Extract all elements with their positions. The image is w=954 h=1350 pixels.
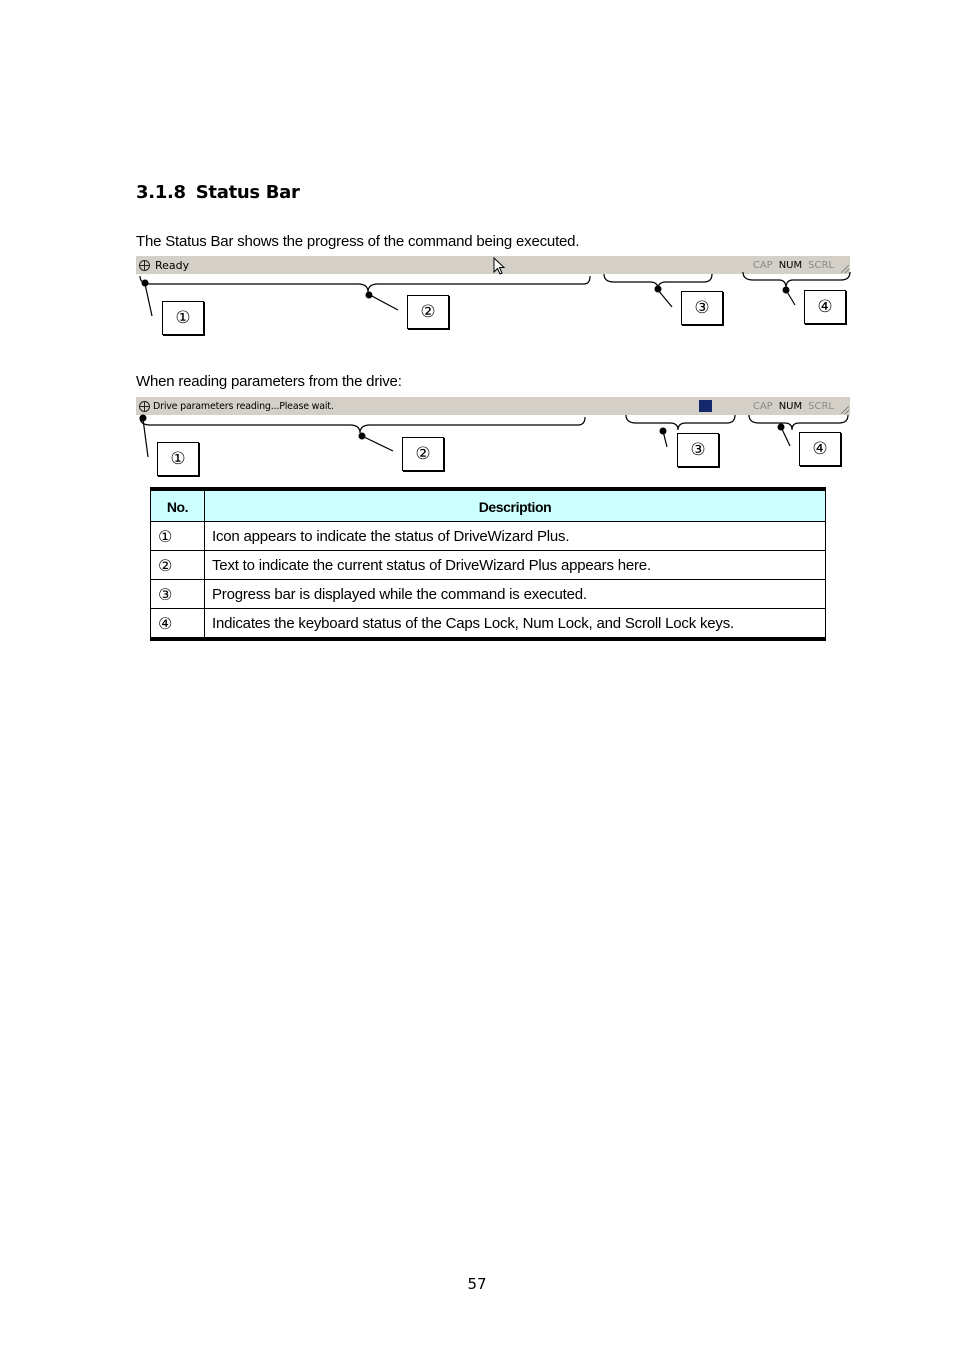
- row-no: ④: [151, 609, 205, 640]
- table-header-row: [151, 489, 826, 522]
- row-description: Text to indicate the current status of DriveWizard Plus appears here.: [205, 551, 826, 580]
- row-description: Progress bar is displayed while the command is executed.: [205, 580, 826, 609]
- callout-4: ④: [804, 290, 846, 324]
- callout-1: ①: [162, 301, 204, 335]
- num-indicator: NUM: [778, 401, 803, 412]
- num-indicator: NUM: [778, 260, 803, 271]
- callout-2: ②: [402, 437, 444, 471]
- table-row: [151, 522, 826, 551]
- callout-3: ③: [677, 433, 719, 467]
- callout-1: ①: [157, 442, 199, 476]
- scrl-indicator: SCRL: [808, 260, 834, 271]
- cap-indicator: CAP: [752, 401, 773, 412]
- row-no: ②: [151, 551, 205, 580]
- callout-2: ②: [407, 295, 449, 329]
- table-row: [151, 580, 826, 609]
- row-description: Icon appears to indicate the status of DriveWizard Plus.: [205, 522, 826, 551]
- row-no: ①: [151, 522, 205, 551]
- reading-label: When reading parameters from the drive:: [136, 373, 402, 390]
- table-row: [151, 609, 826, 640]
- row-description: Indicates the keyboard status of the Caps Lock, Num Lock, and Scroll Lock keys.: [205, 609, 826, 640]
- intro-text: The Status Bar shows the progress of the command being executed.: [136, 233, 580, 250]
- status-text: Drive parameters reading...Please wait.: [153, 401, 334, 412]
- row-no: ③: [151, 580, 205, 609]
- scrl-indicator: SCRL: [808, 401, 834, 412]
- cap-indicator: CAP: [752, 260, 773, 271]
- section-title: Status Bar: [195, 182, 300, 203]
- section-number: 3.1.8: [136, 182, 186, 203]
- status-text: Ready: [155, 259, 190, 272]
- page-number: 57: [467, 1275, 487, 1293]
- callout-4: ④: [799, 432, 841, 466]
- callout-leaders: [0, 0, 954, 500]
- header-no: No.: [151, 489, 205, 522]
- table-row: [151, 551, 826, 580]
- description-table: [150, 487, 826, 641]
- callout-3: ③: [681, 291, 723, 325]
- header-description: Description: [205, 489, 826, 522]
